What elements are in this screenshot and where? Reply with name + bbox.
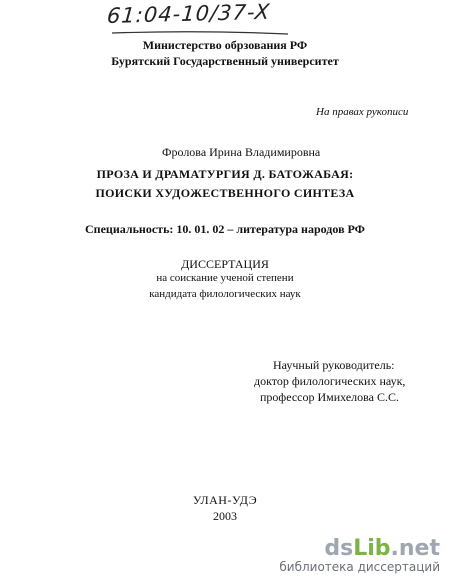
watermark-brand-net: .net <box>390 536 440 561</box>
dissertation-label: ДИССЕРТАЦИЯ <box>181 257 269 271</box>
dslib-watermark <box>279 538 440 574</box>
watermark-brand-lib: Lib <box>353 536 391 561</box>
dissertation-field-line: кандидата филологических наук <box>149 288 301 300</box>
watermark-brand <box>279 538 440 560</box>
specialty-line: Специальность: 10. 01. 02 – литература народов РФ <box>85 222 365 236</box>
handwritten-code: 61:04-10/37-X <box>106 0 272 28</box>
handwritten-underline <box>110 30 290 36</box>
dissertation-degree-line: на соискание ученой степени <box>156 272 294 284</box>
title-line-1: ПРОЗА И ДРАМАТУРГИЯ Д. БАТОЖАБАЯ: <box>96 167 354 181</box>
place-line: УЛАН-УДЭ <box>192 493 258 507</box>
watermark-brand-ds: ds <box>324 536 354 561</box>
supervisor-label: Научный руководитель: <box>273 358 395 372</box>
ministry-line: Министерство обрзования РФ <box>142 38 308 52</box>
manuscript-note: На правах рукописи <box>316 106 409 118</box>
title-line-2: ПОИСКИ ХУДОЖЕСТВЕННОГО СИНТЕЗА <box>95 186 355 200</box>
watermark-subtitle: библиотека диссертаций <box>279 560 440 574</box>
author-name: Фролова Ирина Владимировна <box>162 145 321 159</box>
supervisor-degree: доктор филологических наук, <box>254 374 406 388</box>
supervisor-name: профессор Имихелова С.С. <box>260 390 400 404</box>
year-line: 2003 <box>213 509 237 523</box>
university-line: Бурятский Государственный университет <box>111 54 339 68</box>
